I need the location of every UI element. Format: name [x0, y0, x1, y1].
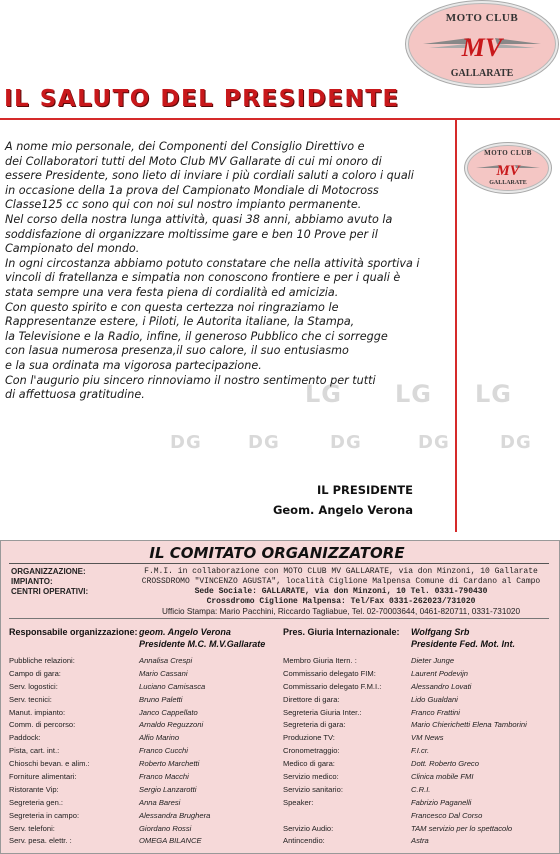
role-value: Luciano Camisasca	[139, 681, 206, 691]
committee-list-left	[9, 655, 279, 848]
letter-line: Rappresentanze estere, i Piloti, le Autorita italiane, la Stampa,	[5, 315, 355, 329]
letter-line: A nome mio personale, dei Componenti del Consiglio Direttivo e	[5, 140, 365, 153]
logo-small-top-text: MOTO CLUB	[484, 149, 532, 157]
watermark-pattern: DG	[500, 432, 532, 453]
letter-line: soddisfazione di organizzare moltissime gare e ben 10 Prove per il	[5, 227, 378, 241]
committee-list-right	[283, 655, 555, 848]
role-label: Serv. tecnici:	[9, 694, 52, 704]
list-item	[9, 797, 279, 810]
watermark-pattern: LG	[395, 380, 432, 408]
list-item	[283, 810, 555, 823]
role-label: Produzione TV:	[283, 733, 335, 743]
role-label: Paddock:	[9, 733, 41, 743]
list-item	[283, 771, 555, 784]
role-value: Dott. Roberto Greco	[411, 759, 479, 769]
role-label: Ristorante Vip:	[9, 784, 59, 794]
list-item	[283, 745, 555, 758]
watermark-pattern: LG	[305, 380, 342, 408]
list-item	[283, 784, 555, 797]
role-label: Commissario delegato FIM:	[283, 668, 376, 678]
list-item	[283, 835, 555, 848]
letter-line: Classe125 cc sono qui con noi sul nostro impianto permanente.	[5, 198, 362, 212]
list-item	[9, 771, 279, 784]
org-info-line: Crossdromo Ciglione Malpensa: Tel/Fax 0331-262023/731020	[206, 597, 476, 606]
role-value: Dieter Junge	[411, 656, 455, 665]
role-label: Segreteria Giuria Inter.:	[283, 707, 362, 717]
org-info-line: CROSSDROMO "VINCENZO AGUSTA", località Ciglione Malpensa Comune di Cardano al Campo	[141, 577, 541, 586]
role-label: Comm. di percorso:	[9, 720, 76, 730]
letter-line: in occasione della 1a prova del Campionato Mondiale di Motocross	[5, 183, 379, 197]
role-label: Speaker:	[283, 797, 314, 807]
president-letter	[5, 140, 420, 403]
role-value: Franco Macchi	[139, 772, 189, 782]
jury-label: Pres. Giuria Internazionale:	[283, 627, 400, 637]
letter-line: Nel corso della nostra lunga attività, quasi 38 anni, abbiamo avuto la	[5, 212, 393, 226]
role-label: Segreteria gen.:	[9, 797, 64, 807]
list-item	[9, 810, 279, 823]
vertical-rule	[455, 120, 457, 532]
role-value: Alfio Marino	[139, 733, 180, 743]
resp-name: geom. Angelo Verona	[139, 627, 231, 637]
letter-line: Con questo spirito e con questa certezza noi ringraziamo le	[5, 300, 339, 314]
role-value: Laurent Podevijn	[411, 668, 468, 678]
committee-panel	[0, 540, 560, 854]
role-label: Manut. impianto:	[9, 707, 66, 717]
logo-bottom-text: GALLARATE	[450, 68, 514, 79]
resp-label: Responsabile organizzazione:	[9, 627, 138, 637]
list-item	[283, 719, 555, 732]
role-label: Chioschi bevan. e alim.:	[9, 759, 90, 769]
watermark-pattern: DG	[170, 432, 202, 453]
role-value: Mario Cassani	[139, 668, 188, 678]
title-underline	[0, 118, 560, 120]
list-item	[283, 668, 555, 681]
role-value: VM News	[411, 733, 444, 743]
list-item	[283, 797, 555, 810]
list-item	[283, 707, 555, 720]
list-item	[283, 823, 555, 836]
role-value: Janco Cappellato	[139, 707, 198, 717]
watermark-pattern: DG	[330, 432, 362, 453]
role-value: Sergio Lanzarotti	[139, 784, 197, 794]
list-item	[9, 745, 279, 758]
letter-line: Con l'augurio piu sincero rinnoviamo il nostro sentimento per tutti	[5, 373, 376, 387]
role-value: Astra	[411, 836, 429, 846]
list-item	[283, 732, 555, 745]
logo-mark: MV	[461, 33, 503, 62]
list-item	[9, 655, 279, 668]
org-label: ORGANIZZAZIONE:	[11, 567, 86, 576]
role-label: Serv. telefoni:	[9, 823, 55, 833]
role-value: Clinica mobile FMI	[411, 772, 474, 782]
role-label: Segreteria di gara:	[283, 720, 346, 730]
watermark-pattern: DG	[248, 432, 280, 453]
watermark-pattern: LG	[475, 380, 512, 408]
page-title: IL SALUTO DEL PRESIDENTE	[4, 86, 400, 112]
jury-role: Presidente Fed. Mot. Int.	[411, 639, 516, 649]
role-label: Medico di gara:	[283, 759, 335, 769]
logo-small-mark: MV	[496, 163, 520, 179]
role-value: OMEGA BILANCE	[139, 836, 202, 846]
org-info-line: Sede Sociale: GALLARATE, via don Minzoni, 10 Tel. 0331-790430	[194, 587, 488, 596]
signature-name: Geom. Angelo Verona	[272, 503, 413, 517]
jury-name: Wolfgang Srb	[411, 627, 470, 637]
org-info-line: Ufficio Stampa: Mario Pacchini, Riccardo Tagliabue, Tel. 02-70003644, 0461-820711, 0331-731020	[161, 607, 521, 616]
role-label: Membro Giuria Itern. :	[283, 656, 357, 665]
role-value: Mario Chierichetti Elena Tamborini	[411, 720, 527, 730]
role-label: Segreteria in campo:	[9, 810, 80, 820]
role-value: Roberto Marchetti	[139, 759, 200, 769]
role-label: Pista, cart. int.:	[9, 746, 60, 756]
letter-line: Campionato del mondo.	[5, 242, 140, 256]
letter-line: la Televisione e la Radio, infine, il generoso Pubblico che ci sorregge	[5, 329, 388, 343]
role-value: TAM servizio per lo spettacolo	[411, 823, 513, 833]
letter-line: di affettuosa gratitudine.	[5, 388, 145, 402]
role-value: Franco Cucchi	[139, 746, 188, 756]
role-label: Servizio medico:	[283, 772, 339, 782]
watermark-pattern: DG	[418, 432, 450, 453]
list-item	[9, 668, 279, 681]
role-label: Servizio Audio:	[283, 823, 334, 833]
letter-line: con lasua numerosa presenza,il suo calore, il suo entusiasmo	[5, 344, 349, 358]
role-label: Pubbliche relazioni:	[9, 656, 75, 665]
role-value: Francesco Dal Corso	[411, 810, 483, 820]
role-value: Giordano Rossi	[139, 823, 192, 833]
list-item	[9, 835, 279, 848]
list-item	[9, 784, 279, 797]
list-item	[9, 681, 279, 694]
role-label: Servizio sanitario:	[283, 784, 343, 794]
list-item	[283, 758, 555, 771]
org-label: CENTRI OPERATIVI:	[11, 587, 89, 596]
role-label: Serv. pesa. elettr. :	[9, 836, 72, 846]
list-item	[9, 758, 279, 771]
role-value: Fabrizio Paganelli	[411, 797, 472, 807]
moto-club-logo	[409, 4, 555, 84]
list-item	[9, 694, 279, 707]
role-label: Direttore di gara:	[283, 694, 340, 704]
list-item	[283, 655, 555, 668]
role-value: Alessandro Lovati	[411, 681, 472, 691]
letter-line: dei Collaboratori tutti del Moto Club MV Gallarate di cui mi onoro di	[5, 154, 382, 168]
role-value: F.I.cr.	[411, 746, 430, 756]
signature-title: IL PRESIDENTE	[316, 483, 413, 497]
committee-title-rule	[9, 563, 549, 564]
letter-line: e la sua ordinata ma vigorosa partecipazione.	[5, 358, 262, 372]
role-value: C.R.I.	[411, 784, 431, 794]
committee-divider	[9, 618, 549, 619]
org-info	[131, 567, 551, 617]
committee-title: IL COMITATO ORGANIZZATORE	[149, 544, 405, 562]
role-value: Annalisa Crespi	[139, 656, 193, 665]
list-item	[9, 719, 279, 732]
role-label: Antincendio:	[283, 836, 325, 846]
list-item	[9, 732, 279, 745]
list-item	[283, 681, 555, 694]
list-item	[9, 823, 279, 836]
resp-role: Presidente M.C. M.V.Gallarate	[139, 639, 266, 649]
role-label: Serv. logostici:	[9, 681, 58, 691]
org-labels	[11, 567, 88, 597]
letter-line: stata sempre una vera festa piena di cordialità ed amicizia.	[5, 285, 339, 299]
letter-line: vincoli di fratellanza e simpatia non conoscono frontiere e per i quali è	[5, 271, 401, 285]
list-item	[283, 694, 555, 707]
org-label: IMPIANTO:	[11, 577, 53, 586]
list-item	[9, 707, 279, 720]
role-label: Commissario delegato F.M.I.:	[283, 681, 382, 691]
letter-line: In ogni circostanza abbiamo potuto constatare che nella attività sportiva i	[5, 256, 420, 270]
role-value: Anna Baresi	[139, 797, 181, 807]
role-value: Arnaldo Reguzzoni	[139, 720, 204, 730]
role-value: Alessandra Brughera	[139, 810, 211, 820]
role-label: Campo di gara:	[9, 668, 61, 678]
moto-club-logo-small	[468, 146, 548, 190]
role-label: Forniture alimentari:	[9, 772, 77, 782]
org-info-line: F.M.I. in collaborazione con MOTO CLUB MV GALLARATE, via don Minzoni, 10 Gallarate	[144, 567, 538, 576]
role-value: Franco Frattini	[411, 707, 460, 717]
logo-small-bottom-text: GALLARATE	[489, 180, 527, 186]
role-value: Lido Gualdani	[411, 694, 458, 704]
role-label: Cronometraggio:	[283, 746, 340, 756]
logo-top-text: MOTO CLUB	[445, 12, 519, 24]
role-value: Bruno Paletti	[139, 694, 183, 704]
letter-line: essere Presidente, sono lieto di inviare i più cordiali saluti a coloro i quali	[5, 169, 414, 183]
